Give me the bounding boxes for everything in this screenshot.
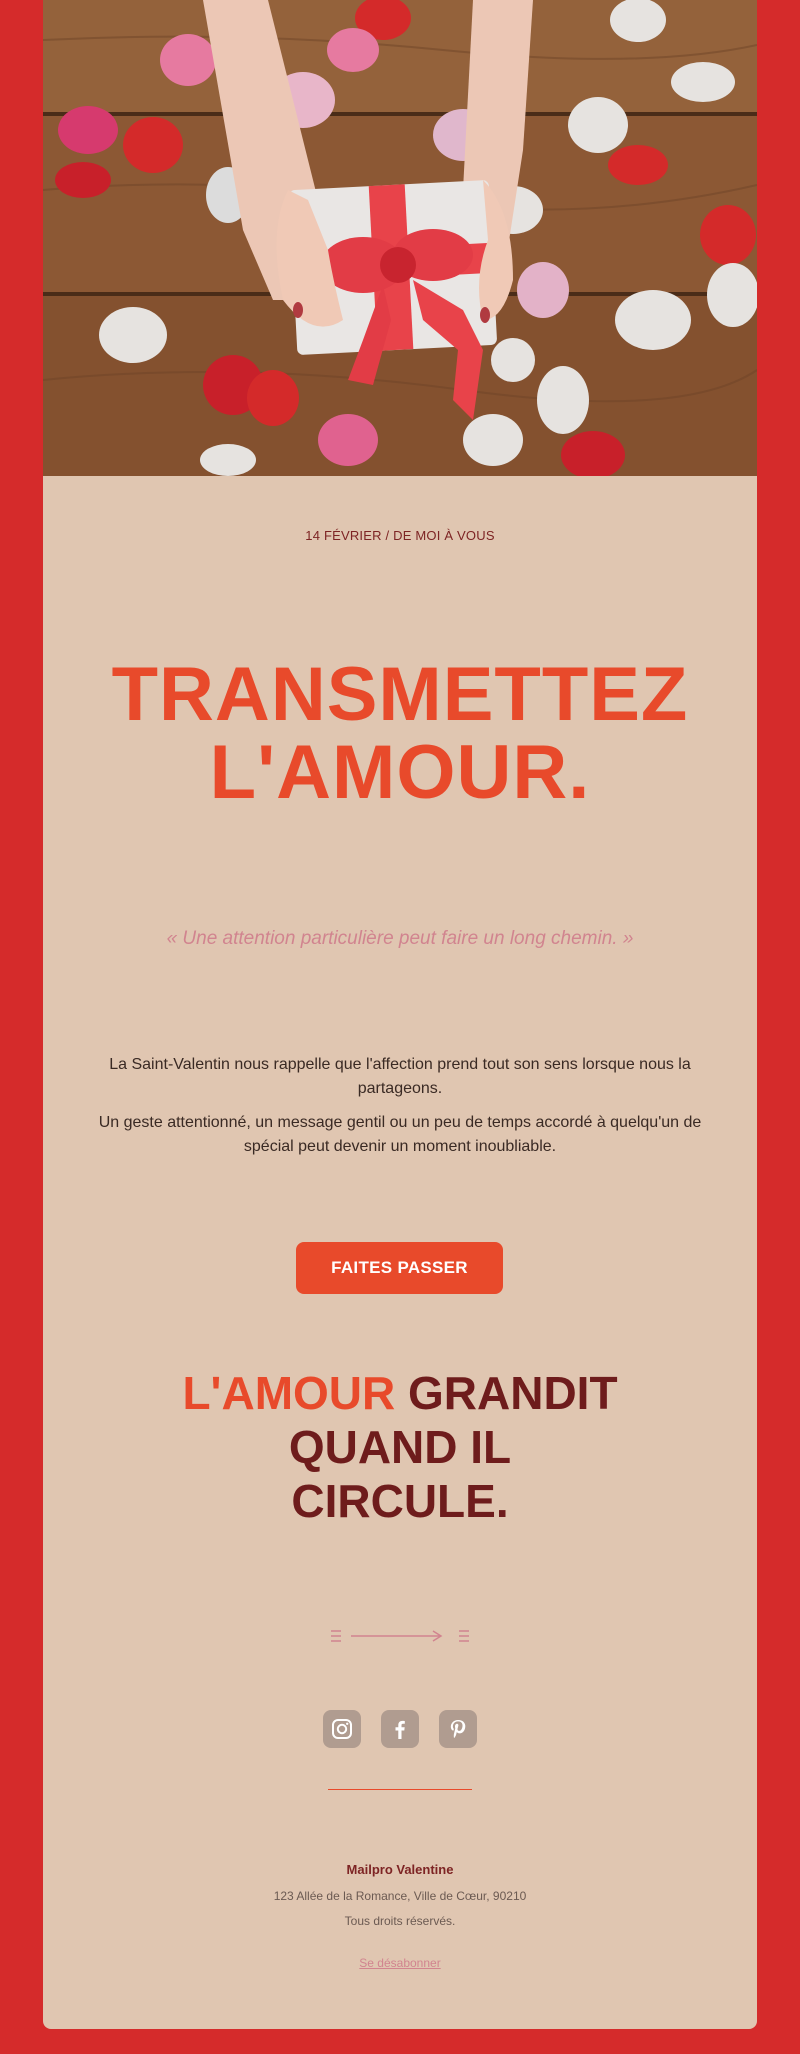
date-kicker: 14 FÉVRIER / DE MOI À VOUS <box>305 528 495 543</box>
secondary-headline-rest: GRANDIT <box>395 1367 618 1419</box>
quote-text: « Une attention particulière peut faire un long chemin. » <box>166 928 634 949</box>
arrow-divider-icon <box>329 1624 471 1648</box>
headline-line-2: L'AMOUR. <box>209 730 591 815</box>
email-card <box>43 0 757 2029</box>
headline-line-1: TRANSMETTEZ <box>111 652 689 737</box>
share-button[interactable]: FAITES PASSER <box>296 1242 503 1294</box>
secondary-headline-line-3: CIRCULE. <box>291 1475 509 1527</box>
facebook-icon[interactable] <box>381 1710 419 1748</box>
instagram-icon[interactable] <box>323 1710 361 1748</box>
secondary-headline-accent: L'AMOUR <box>182 1367 396 1419</box>
unsubscribe-link[interactable]: Se désabonner <box>359 1956 441 1970</box>
social-links <box>323 1710 477 1748</box>
hero-image <box>43 0 757 476</box>
footer-divider <box>328 1789 472 1790</box>
body-paragraph-2: Un geste attentionné, un message gentil ou un peu de temps accordé à quelqu'un de spécial peut devenir un moment inoubliable. <box>98 1114 702 1155</box>
footer-company-name: Mailpro Valentine <box>346 1862 454 1877</box>
footer-address: 123 Allée de la Romance, Ville de Cœur, 90210 <box>273 1889 527 1903</box>
pinterest-icon[interactable] <box>439 1710 477 1748</box>
body-text <box>73 1053 727 1169</box>
secondary-headline-line-2: QUAND IL <box>288 1421 512 1473</box>
secondary-headline-line-1 <box>43 1366 757 1420</box>
body-paragraph-1: La Saint-Valentin nous rappelle que l'affection prend tout son sens lorsque nous la partageons. <box>109 1056 691 1097</box>
secondary-headline <box>43 1366 757 1528</box>
footer-rights: Tous droits réservés. <box>344 1914 456 1928</box>
main-headline <box>43 652 757 815</box>
